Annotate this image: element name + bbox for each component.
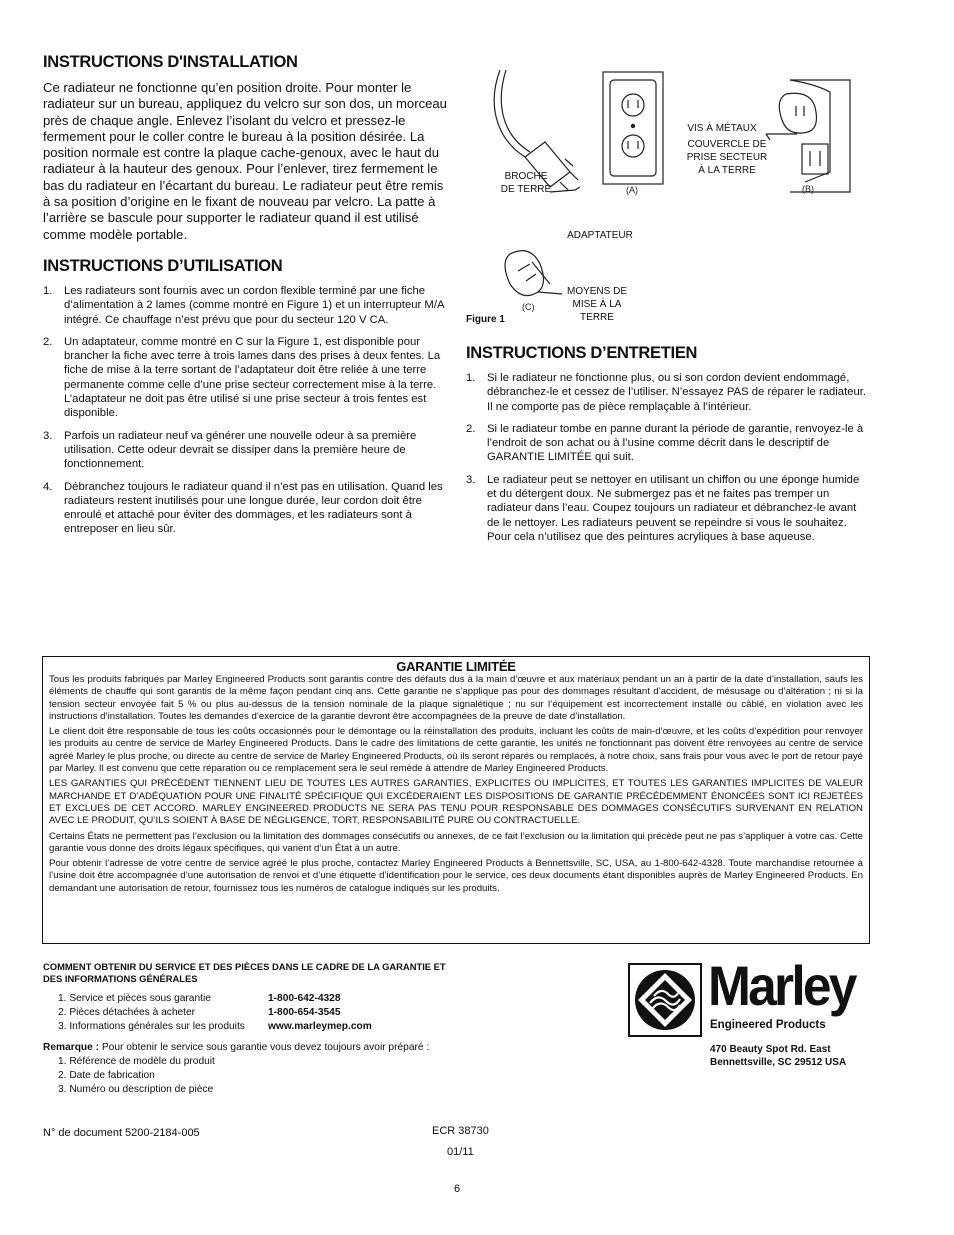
- service-row: 3. Informations générales sur les produits www.marleymep.com: [58, 1021, 372, 1032]
- service-row: 2. Pièces détachées à acheter 1-800-654-3545: [58, 1007, 341, 1018]
- website-link[interactable]: www.marleymep.com: [268, 1021, 372, 1032]
- svg-text:(A): (A): [626, 185, 638, 195]
- brand-subtitle: Engineered Products: [710, 1019, 826, 1031]
- figure-1-illustration: [470, 62, 870, 332]
- list-item: 2. Un adaptateur, comme montré en C sur la Figure 1, est disponible pour brancher la fiche avec terre à trois lames dans des prises à deux fentes. La fiche de mise à la terre sortant de l’adaptateur doit être reliée à une terre permanente comme celle d’une prise secteur correctement mise à la terre. L’adaptateur ne doit pas être utilisé si une prise secteur à trois fentes est disponible.: [43, 335, 441, 420]
- list-item: 2. Date de fabrication: [58, 1070, 155, 1081]
- document-number: N° de document 5200-2184-005: [43, 1127, 200, 1139]
- remark-line: Remarque : Pour obtenir le service sous garantie vous devez toujours avoir préparé :: [43, 1042, 430, 1053]
- vis-label: VIS À MÉTAUX: [687, 123, 757, 134]
- list-item: 1. Les radiateurs sont fournis avec un cordon flexible terminé par une fiche d’alimentation à 2 lames (comme montré en Figure 1) et un interrupteur M/A intégré. Ce chauffage n’est prévu que pour du secteur 120 V CA.: [43, 285, 444, 326]
- warranty-paragraph: LES GARANTIES QUI PRÉCÈDENT TIENNENT LIEU DE TOUTES LES AUTRES GARANTIES, EXPLICITES OU IMPLICITES, ET TOUTES LES GARANTIES IMPLICITES DE VALEUR MARCHANDE ET D’ADÉQUATION POUR UNE FINALITÉ SPÉCIFIQUE QUI EXCÉDERAIENT LES DISPOSITIONS DE GARANTIE PRÉCÉDEMMENT ÉNONCÉES SONT ICI REJETÉES ET EXCLUES DE CET ACCORD. MARLEY ENGINEERED PRODUCTS NE SERA PAS TENU POUR RESPONSABLE DES DOMMAGES CONSÉCUTIFS SURVENANT EN RELATION AVEC LE PRODUIT, QU’ILS SOIENT À BASE DE NÉGLIGENCE, TORT, RESPONSABILITÉ PURE OU CONTRACTUELLE.: [49, 778, 863, 827]
- utilisation-list: [43, 284, 448, 545]
- ecr-number: ECR 38730: [432, 1125, 489, 1137]
- list-item: 4. Débranchez toujours le radiateur quand il n’est pas en utilisation. Quand les radiateurs restent inutilisés pour une longue durée, leur cordon doit être enroulé et attaché pour éviter des dommages, et les radiateurs sont à entreposer en lieu sûr.: [43, 480, 443, 536]
- address: 470 Beauty Spot Rd. East Bennettsville, SC 29512 USA: [710, 1044, 847, 1068]
- service-title: COMMENT OBTENIR DU SERVICE ET DES PIÈCES DANS LE CADRE DE LA GARANTIE ET DES INFORMATIONS GÉNÉRALES: [43, 961, 446, 984]
- service-row: 1. Service et pièces sous garantie 1-800-642-4328: [58, 993, 341, 1004]
- service-rows: [58, 992, 372, 1034]
- list-item: 1. Référence de modèle du produit: [58, 1056, 215, 1067]
- installation-title: INSTRUCTIONS D'INSTALLATION: [43, 53, 298, 71]
- marley-logo: [628, 954, 872, 1037]
- warranty-paragraph: Le client doit être responsable de tous les coûts occasionnés pour le démontage ou la réinstallation des produits, incluant les coûts de main-d’œuvre, et les coûts d’expédition pour renvoyer les produits au centre de service de Marley Engineered Products. Dans le cadre des limitations de cette garantie, les unités ne fonctionnant pas doivent être renvoyées au centre de service agréé Marley le plus proche, ou directe au centre de service de Marley Engineered Products, où ils seront réparés ou remplacés, à notre choix, sans frais pour vous avec le port de retour payé par Marley. Il est convenu que cette réparation ou ce remplacement sera le seul remède à attendre de Marley Engineered Products.: [49, 726, 863, 775]
- figure-caption: Figure 1: [466, 314, 505, 325]
- installation-body: Ce radiateur ne fonctionne qu’en position droite. Pour monter le radiateur sur un bureau, appliquez du velcro sur son dos, un morceau près de chaque angle. Enlevez l’isolant du velcro et pressez-le fermement pour le coller contre le bureau à la position désirée. La position normale est contre la plaque cache-genoux, avec le haut du radiateur à la hauteur des genoux. Pour l’enlever, tirez fermement le bas du radiateur en l’écartant du bureau. Le radiateur peut être remis à sa position d’origine en le fixant de nouveau par velcro. La patte à l’arrière se bascule pour supporter le radiateur quand il est utilisé comme modèle portable.: [43, 80, 447, 242]
- list-item: 2. Si le radiateur tombe en panne durant la période de garantie, renvoyez-le à l’endroit de son achat ou à l’usine comme décrit dans le descriptif de GARANTIE LIMITÉE qui suit.: [466, 422, 864, 464]
- revision-date: 01/11: [447, 1146, 474, 1158]
- adaptateur-label: ADAPTATEUR: [567, 230, 633, 241]
- warranty-paragraph: Pour obtenir l’adresse de votre centre de service agréé le plus proche, contactez Marley Engineered Products à Bennettsville, SC, USA, au 1-800-642-4328. Toute marchandise retournée à l’usine doit être accompagnée d’une autorisation de renvoi et d’une étiquette d’identification pour le service, ces deux documents étant disponibles auprès de Marley Engineered Products. En demandant une autorisation de retour, fournissez tous les numéros de catalogue indiqués sur les produits.: [49, 858, 863, 894]
- moyens-label: MOYENS DE MISE À LA TERRE: [566, 286, 627, 323]
- svg-text:(B): (B): [802, 184, 814, 194]
- list-item: 3. Le radiateur peut se nettoyer en utilisant un chiffon ou une éponge humide et du détergent doux. Ne submergez pas et ne faites pas tremper un radiateur dans l’eau. Coupez toujours un radiateur et débranchez-le avant de le nettoyer. Les radiateurs peuvent se repeindre si vous le souhaitez. Pour cela n’utilisez que des peintures acryliques à base aqueuse.: [466, 473, 860, 543]
- warranty-title: GARANTIE LIMITÉE: [396, 659, 516, 674]
- entretien-title: INSTRUCTIONS D’ENTRETIEN: [466, 344, 698, 362]
- couvercle-label: COUVERCLE DE PRISE SECTEUR À LA TERRE: [686, 139, 768, 176]
- list-item: 3. Parfois un radiateur neuf va générer une nouvelle odeur à sa première utilisation. Cette odeur devrait se dissiper dans la première heure de fonctionnement.: [43, 429, 417, 471]
- marley-emblem-icon: [628, 963, 702, 1037]
- broche-label: BROCHE DE TERRE: [500, 171, 552, 195]
- warranty-paragraph: Tous les produits fabriqués par Marley Engineered Products sont garantis contre des défauts dus à la main d’œuvre et aux matériaux pendant un an à partir de la date d’installation, saufs les éléments de chauffe qui sont garantis de la même façon pendant cinq ans. Cette garantie ne s’applique pas pour des dommages résultant d’accident, de mésusage ou d’altération ; ni si la tension secteur envoyée fait 5 % ou plus au-dessus de la tension nominale de la plaque signalétique ; nu sur l’équipement est incorrectement installé ou câblé, en violation avec les instructions d’installation. Toutes les demandes d’exercice de la garantie devront être accompagnées de la preuve de date d’installation.: [49, 674, 863, 722]
- brand-name: Marley: [708, 954, 855, 1017]
- warranty-paragraph: Certains États ne permettent pas l’exclusion ou la limitation des dommages consécutifs ou annexes, de ce fait l’exclusion ou la limitation qui précède peut ne pas s’appliquer à votre cas. Cette garantie vous donne des droits légaux spécifiques, qui varient d’un État à un autre.: [49, 830, 863, 854]
- remark-list: [58, 1055, 215, 1097]
- entretien-list: [466, 371, 869, 552]
- page-number: 6: [454, 1183, 461, 1195]
- list-item: 1. Si le radiateur ne fonctionne plus, ou si son cordon devient endommagé, débranchez-le et cessez de l’utiliser. N’essayez PAS de réparer le radiateur. Il ne comporte pas de pièce remplaçable à l’intérieur.: [466, 372, 867, 413]
- svg-text:(C): (C): [522, 302, 535, 312]
- warranty-box: [42, 656, 870, 944]
- list-item: 3. Numéro ou description de pièce: [58, 1084, 214, 1095]
- utilisation-title: INSTRUCTIONS D’UTILISATION: [43, 257, 283, 275]
